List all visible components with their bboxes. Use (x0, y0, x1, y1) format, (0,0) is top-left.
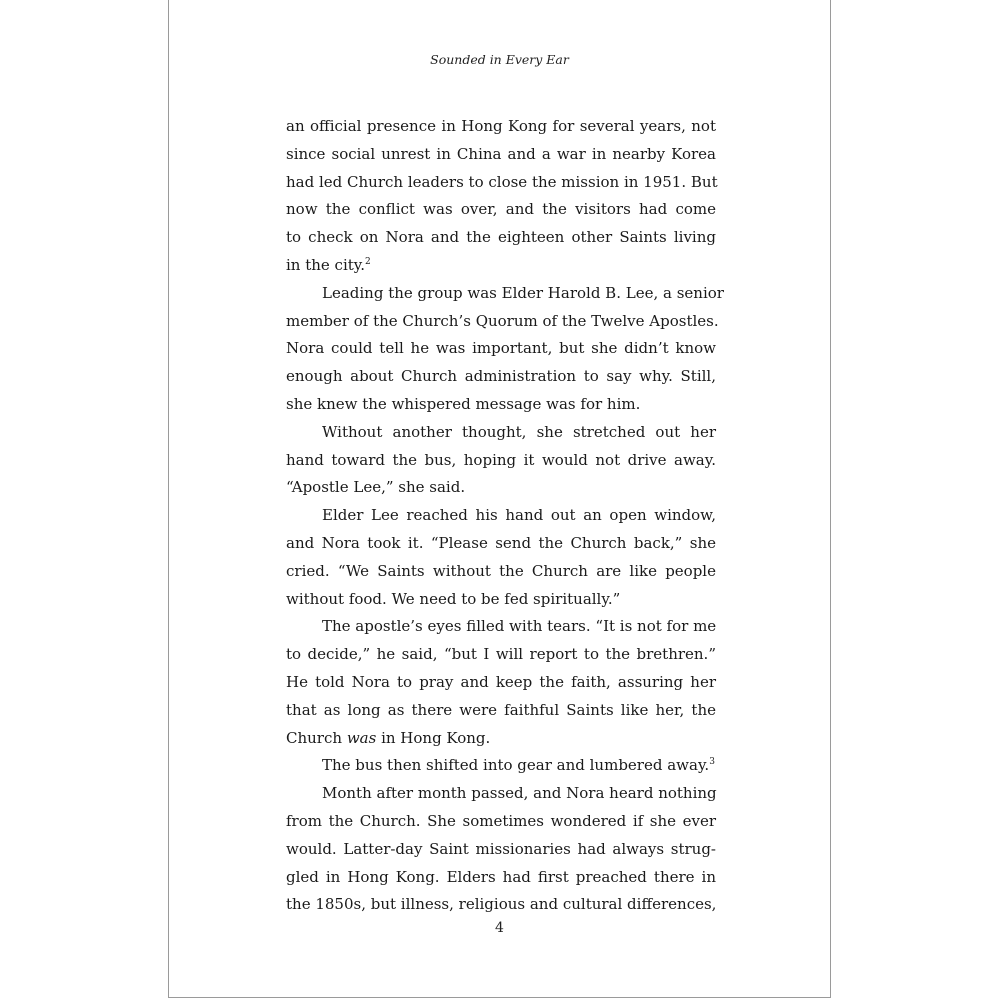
text-line: Nora could tell he was important, but she didn’t know (286, 339, 716, 358)
footnote-marker[interactable]: 2 (365, 256, 371, 267)
text-line: from the Church. She sometimes wondered if she ever (286, 811, 716, 830)
text-line: and Nora took it. “Please send the Church back,” she (286, 533, 716, 552)
running-head: Sounded in Every Ear (430, 52, 569, 67)
text-line (286, 252, 716, 280)
text-line: she knew the whispered message was for him. (286, 394, 641, 413)
text-line: since social unrest in China and a war in nearby Korea (286, 144, 716, 163)
emphasis-text: was (346, 728, 377, 747)
text-line: had led Church leaders to close the mission in 1951. But (286, 172, 718, 191)
line-text: Church (286, 728, 347, 747)
text-line: gled in Hong Kong. Elders had first preached there in (286, 867, 716, 886)
text-line: an official presence in Hong Kong for several years, not (286, 117, 716, 135)
line-text: The bus then shifted into gear and lumbered away. (322, 756, 710, 775)
book-page (168, 0, 831, 998)
line-text: in Hong Kong. (376, 728, 491, 747)
text-line: to check on Nora and the eighteen other Saints living (286, 228, 716, 247)
text-line: member of the Church’s Quorum of the Twelve Apostles. (286, 311, 719, 330)
text-line: Elder Lee reached his hand out an open window, (322, 506, 716, 525)
text-line: now the conflict was over, and the visitors had come (286, 200, 716, 219)
text-line: the 1850s, but illness, religious and cultural differences, (286, 895, 717, 914)
text-line: that as long as there were faithful Saints like her, the (286, 700, 716, 719)
text-line: would. Latter-day Saint missionaries had always strug- (286, 839, 716, 858)
text-line: without food. We need to be fed spiritually.” (286, 589, 621, 608)
body-text (286, 113, 724, 919)
text-line (286, 725, 716, 753)
text-line (286, 752, 716, 780)
text-line: Without another thought, she stretched out her (322, 422, 716, 441)
text-line: enough about Church administration to say why. Still, (286, 367, 716, 386)
text-line: Month after month passed, and Nora heard nothing (322, 784, 717, 803)
text-line: to decide,” he said, “but I will report to the brethren.” (286, 645, 716, 664)
line-text: in the city. (286, 255, 366, 274)
text-line: cried. “We Saints without the Church are like people (286, 561, 716, 580)
page-number: 4 (495, 920, 504, 936)
text-line: hand toward the bus, hoping it would not drive away. (286, 450, 716, 469)
text-line: He told Nora to pray and keep the faith, assuring her (286, 672, 716, 691)
text-line: The apostle’s eyes filled with tears. “It is not for me (322, 617, 717, 636)
text-line: “Apostle Lee,” she said. (286, 478, 466, 497)
text-line: Leading the group was Elder Harold B. Lee, a senior (322, 283, 724, 302)
footnote-marker[interactable]: 3 (709, 757, 715, 768)
